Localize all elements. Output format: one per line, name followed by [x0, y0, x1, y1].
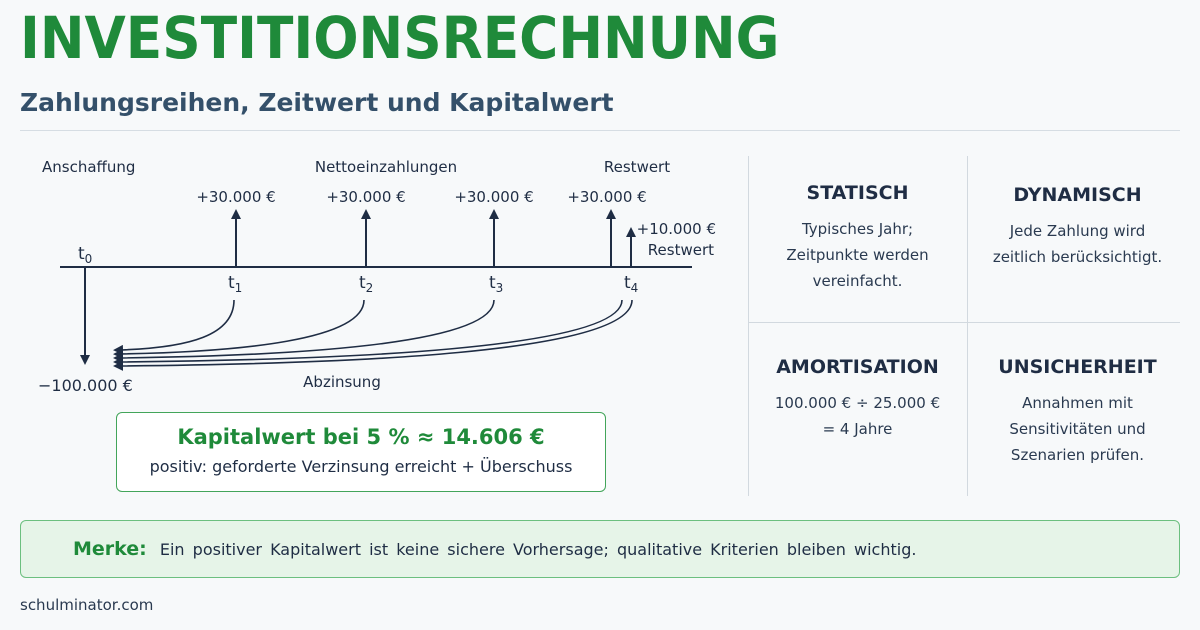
method-line: Szenarien prüfen.: [1010, 446, 1145, 464]
method-line: Jede Zahlung wird: [1009, 222, 1146, 240]
inflow-value-2: +30.000 €: [326, 188, 406, 206]
time-point-1: $t_1$: [228, 273, 243, 295]
merke-label: Merke:: [73, 538, 147, 560]
method-body: [748, 390, 967, 442]
kapitalwert-box: [116, 412, 606, 492]
label-restwert-top: Restwert: [603, 158, 671, 176]
method-line: vereinfacht.: [812, 272, 903, 290]
label-abzinsung: Abzinsung: [303, 373, 381, 391]
method-cell-dynamisch: [968, 184, 1187, 270]
discount-curve-3: [118, 300, 494, 358]
method-line: 100.000 € ÷ 25.000 €: [774, 394, 941, 412]
grid-divider-horizontal: [748, 322, 1180, 323]
discount-curve-2: [118, 300, 364, 354]
method-line: = 4 Jahre: [822, 420, 893, 438]
merke-text: Ein positiver Kapitalwert ist keine sichere Vorhersage; qualitative Kriterien bleiben wichtig.: [159, 540, 917, 559]
footer-source: schulminator.com: [20, 596, 154, 614]
method-title: STATISCH: [806, 182, 909, 204]
method-line: Zeitpunkte werden: [786, 246, 929, 264]
residual-value: +10.000 €: [636, 220, 716, 238]
method-line: Typisches Jahr;: [801, 220, 914, 238]
method-body: [968, 218, 1187, 270]
time-point-3: $t_3$: [489, 273, 504, 295]
method-cell-amortisation: [748, 356, 967, 442]
cash-flow-timeline: [0, 140, 740, 400]
header-divider: [20, 130, 1180, 131]
kapitalwert-title: Kapitalwert bei 5 % ≈ 14.606 €: [177, 425, 545, 449]
method-title: AMORTISATION: [776, 356, 939, 378]
method-line: Annahmen mit: [1022, 394, 1133, 412]
method-body: [968, 390, 1187, 468]
method-title: DYNAMISCH: [1013, 184, 1142, 206]
methods-grid: [748, 156, 1180, 496]
discount-curve-4a: [118, 300, 622, 362]
kapitalwert-subtitle: positiv: geforderte Verzinsung erreicht + Überschuss: [149, 457, 573, 476]
time-point-0: $t_0$: [78, 244, 93, 266]
page-title: INVESTITIONSRECHNUNG: [20, 4, 780, 72]
investment-value: −100.000 €: [38, 376, 133, 395]
label-anschaffung: Anschaffung: [42, 158, 136, 176]
time-point-4: $t_4$: [624, 273, 639, 295]
method-body: [748, 216, 967, 294]
residual-label: Restwert: [647, 241, 714, 259]
time-point-2: $t_2$: [359, 273, 374, 295]
discount-curve-1: [118, 300, 234, 350]
method-cell-unsicherheit: [968, 356, 1187, 468]
label-nettoeinzahlungen: Nettoeinzahlungen: [314, 158, 458, 176]
inflow-value-3: +30.000 €: [454, 188, 534, 206]
method-line: zeitlich berücksichtigt.: [992, 248, 1163, 266]
merke-box: [20, 520, 1180, 578]
inflow-value-1: +30.000 €: [196, 188, 276, 206]
inflow-value-4: +30.000 €: [567, 188, 647, 206]
page-subtitle: Zahlungsreihen, Zeitwert und Kapitalwert: [20, 88, 614, 117]
method-cell-statisch: [748, 182, 967, 294]
method-title: UNSICHERHEIT: [998, 356, 1157, 378]
method-line: Sensitivitäten und: [1009, 420, 1146, 438]
